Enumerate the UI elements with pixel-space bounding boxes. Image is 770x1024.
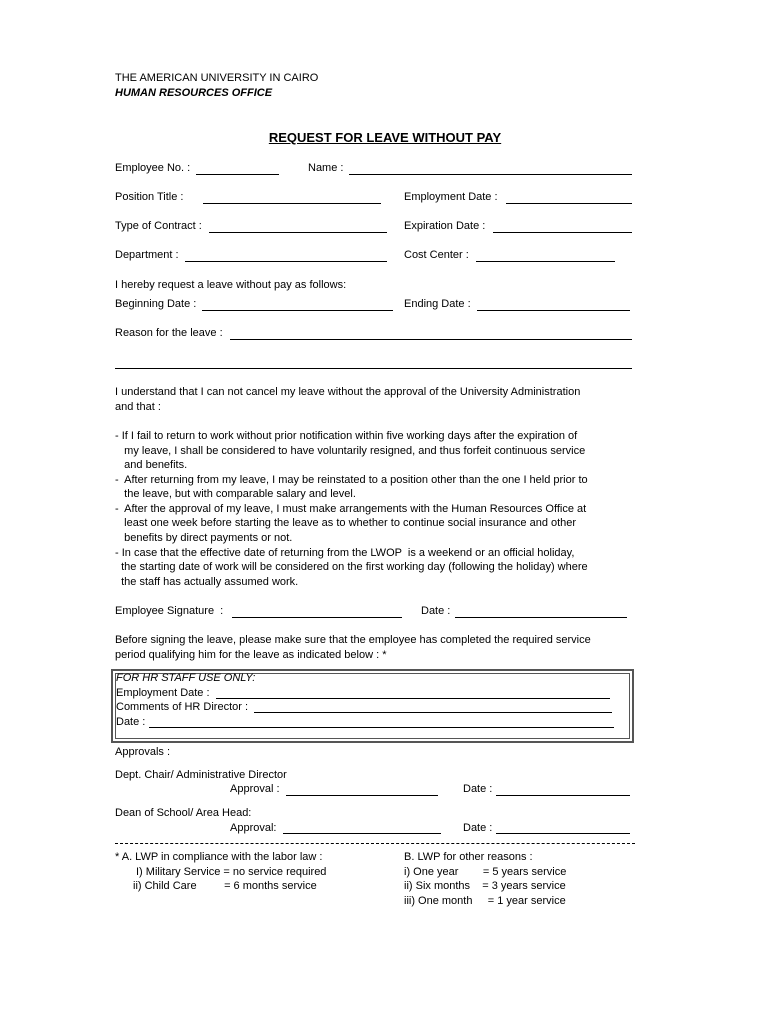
reason-field-continued[interactable] (115, 368, 632, 369)
employee-signature-label: Employee Signature : (115, 605, 224, 617)
bullet-1-line-2: my leave, I shall be considered to have voluntarily resigned, and thus forfeit continuous service (115, 445, 586, 457)
bullet-4-line-2: the starting date of work will be considered on the first working day (following the holiday) where (115, 561, 588, 573)
hr-date-label: Date : (116, 716, 146, 728)
bullet-1-line-3: and benefits. (115, 459, 188, 471)
hr-employment-date-label: Employment Date : (116, 687, 210, 699)
hr-box-heading: FOR HR STAFF USE ONLY: (116, 672, 256, 684)
hr-employment-date-field[interactable] (216, 698, 610, 699)
understand-line-2: and that : (115, 401, 161, 413)
signature-date-label: Date : (421, 605, 451, 617)
ending-date-label: Ending Date : (404, 298, 471, 310)
cost-center-field[interactable] (476, 261, 615, 262)
note-a-heading: * A. LWP in compliance with the labor law : (115, 851, 323, 863)
note-b-item-2: ii) Six months = 3 years service (404, 880, 566, 892)
bullet-3-line-1: - After the approval of my leave, I must make arrangements with the Human Resources Office at (115, 503, 587, 515)
expiration-date-label: Expiration Date : (404, 220, 486, 232)
hr-comments-label: Comments of HR Director : (116, 701, 249, 713)
dept-chair-date-field[interactable] (496, 795, 630, 796)
reason-field[interactable] (230, 339, 632, 340)
type-of-contract-label: Type of Contract : (115, 220, 202, 232)
reason-label: Reason for the leave : (115, 327, 223, 339)
note-a-item-2: ii) Child Care = 6 months service (133, 880, 317, 892)
ending-date-field[interactable] (477, 310, 630, 311)
before-signing-line-1: Before signing the leave, please make sure that the employee has completed the required service (115, 634, 591, 646)
department-field[interactable] (185, 261, 387, 262)
employee-no-label: Employee No. : (115, 162, 191, 174)
hr-comments-field[interactable] (254, 712, 612, 713)
signature-date-field[interactable] (455, 617, 627, 618)
request-intro: I hereby request a leave without pay as follows: (115, 279, 347, 291)
position-title-label: Position Title : (115, 191, 184, 203)
dean-title: Dean of School/ Area Head: (115, 807, 252, 819)
dept-chair-date-label: Date : (463, 783, 493, 795)
university-name: THE AMERICAN UNIVERSITY IN CAIRO (115, 72, 319, 84)
approvals-heading: Approvals : (115, 746, 171, 758)
dean-date-field[interactable] (496, 833, 630, 834)
cost-center-label: Cost Center : (404, 249, 469, 261)
type-of-contract-field[interactable] (209, 232, 387, 233)
form-title: REQUEST FOR LEAVE WITHOUT PAY (268, 130, 502, 145)
beginning-date-label: Beginning Date : (115, 298, 197, 310)
department-label: Department : (115, 249, 179, 261)
bullet-1-line-1: - If I fail to return to work without prior notification within five working days after the expiration of (115, 430, 578, 442)
name-label: Name : (308, 162, 344, 174)
dean-approval-label: Approval: (230, 822, 277, 834)
bullet-4-line-1: - In case that the effective date of returning from the LWOP is a weekend or an official holiday, (115, 547, 575, 559)
dept-chair-approval-field[interactable] (286, 795, 438, 796)
bullet-2-line-1: - After returning from my leave, I may be reinstated to a position other than the one I held prior to (115, 474, 588, 486)
note-a-item-1: I) Military Service = no service required (136, 866, 327, 878)
bullet-3-line-2: least one week before starting the leave as to whether to continue social insurance and other (115, 517, 577, 529)
beginning-date-field[interactable] (202, 310, 393, 311)
employment-date-field[interactable] (506, 203, 632, 204)
dean-approval-field[interactable] (283, 833, 441, 834)
dean-date-label: Date : (463, 822, 493, 834)
before-signing-line-2: period qualifying him for the leave as indicated below : * (115, 649, 387, 661)
understand-line-1: I understand that I can not cancel my leave without the approval of the University Administration (115, 386, 581, 398)
dept-chair-title: Dept. Chair/ Administrative Director (115, 769, 287, 781)
dept-chair-approval-label: Approval : (230, 783, 280, 795)
note-b-item-3: iii) One month = 1 year service (404, 895, 566, 907)
employee-signature-field[interactable] (232, 617, 402, 618)
hr-date-field[interactable] (149, 727, 614, 728)
bullet-4-line-3: the staff has actually assumed work. (115, 576, 299, 588)
expiration-date-field[interactable] (493, 232, 632, 233)
bullet-2-line-2: the leave, but with comparable salary and level. (115, 488, 356, 500)
note-b-item-1: i) One year = 5 years service (404, 866, 567, 878)
employee-no-field[interactable] (196, 174, 279, 175)
section-divider (115, 843, 635, 844)
note-b-heading: B. LWP for other reasons : (404, 851, 533, 863)
bullet-3-line-3: benefits by direct payments or not. (115, 532, 293, 544)
employment-date-label: Employment Date : (404, 191, 498, 203)
position-title-field[interactable] (203, 203, 381, 204)
office-name: HUMAN RESOURCES OFFICE (115, 87, 273, 99)
name-field[interactable] (349, 174, 632, 175)
